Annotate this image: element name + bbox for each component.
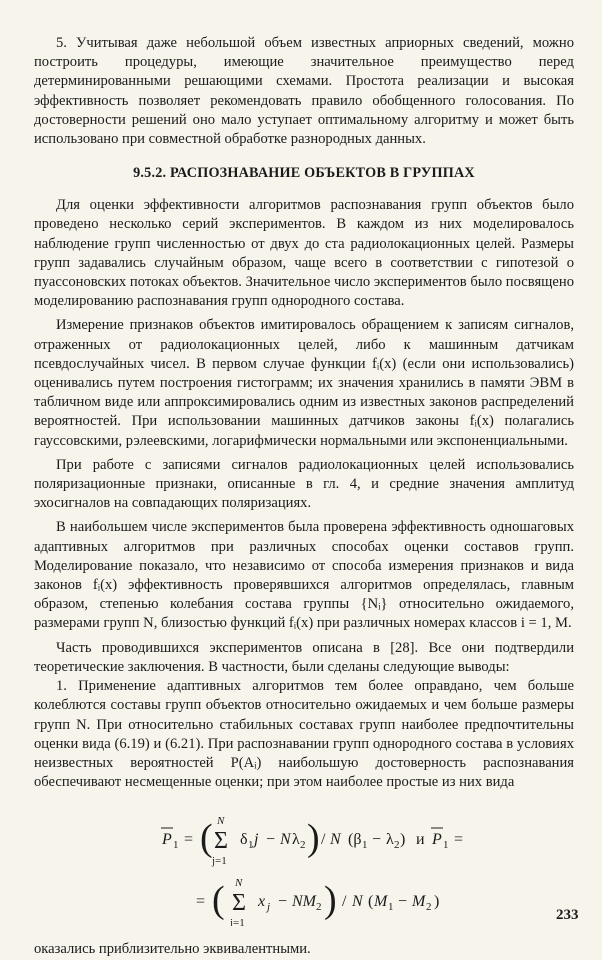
svg-text:j=1: j=1 — [230, 917, 245, 927]
svg-text:λ: λ — [292, 831, 300, 849]
svg-text:и: и — [416, 831, 425, 849]
svg-text:j=1: j=1 — [212, 855, 227, 868]
svg-text:λ: λ — [386, 831, 394, 849]
svg-text:M: M — [412, 893, 426, 911]
svg-text:j: j — [254, 831, 259, 849]
paragraph-6: 1. Применение адаптивных алгоритмов тем более оправдано, чем больше колеблются составы групп объектов относительно ожидаемых и чем больше размеры групп N. При относительно стабильных составах групп наиболее предпочтительны оценки вида (6.19) и (6.21). При распознавании групп однородного состава в условиях неизвестных вероятностей P(Aᵢ) наибольшую достоверность распознавания обеспечивают несмещенные оценки; при этом наиболее простые из них вида — [34, 678, 574, 791]
svg-text:): ) — [307, 817, 320, 860]
section-heading: 9.5.2. РАСПОЗНАВАНИЕ ОБЪЕКТОВ В ГРУППАХ — [133, 165, 475, 182]
svg-text:(: ( — [212, 879, 225, 922]
svg-text:1: 1 — [362, 839, 368, 852]
svg-text:N: N — [330, 831, 341, 849]
paragraph-5: Часть проводившихся экспериментов описана в [28]. Все они подтвердили теоретические заключения. В частности, были сделаны следующие выводы: — [34, 639, 574, 675]
svg-text:Σ: Σ — [214, 828, 228, 855]
svg-text:M: M — [374, 893, 388, 911]
page-content — [34, 34, 574, 960]
paragraph-4: В наибольшем числе экспериментов была проверена эффективность одношаговых адаптивных алгоритмов при различных способах оценки составов групп. Моделирование показало, что независимо от способа измерения признаков и вида законов fᵢ(x) эффективность проверявшихся алгоритмов определялась, главным образом, степенью колебания состава группы {Nᵢ} относительно ожидаемого, размерами групп N, близостью функций fᵢ(x) при различных номерах классов i = 1, M. — [34, 519, 574, 632]
formula-block — [34, 806, 574, 926]
svg-text:): ) — [324, 879, 337, 922]
svg-text:NM: NM — [292, 893, 316, 911]
svg-text:(: ( — [200, 817, 213, 860]
svg-text:=: = — [454, 831, 464, 849]
svg-text:): ) — [434, 893, 440, 911]
svg-text:x: x — [258, 893, 266, 911]
svg-text:1: 1 — [443, 839, 449, 852]
svg-text:N: N — [217, 815, 225, 828]
svg-text:Σ: Σ — [232, 890, 246, 917]
svg-text:1: 1 — [248, 839, 254, 852]
svg-text:): ) — [400, 831, 406, 849]
svg-text:2: 2 — [394, 839, 400, 852]
page-number: 233 — [556, 907, 579, 923]
paragraph-3: При работе с записями сигналов радиолокационных целей использовались поляризационные признаки, описанные в гл. 4, и средние значения амплитуд эхосигналов на совпадающих поляризациях. — [34, 456, 574, 512]
svg-text:−: − — [266, 831, 276, 849]
svg-text:=: = — [184, 831, 194, 849]
svg-text:(β: (β — [348, 831, 362, 849]
svg-text:−: − — [278, 893, 288, 911]
svg-text:1: 1 — [173, 839, 179, 852]
svg-text:=: = — [196, 893, 206, 911]
paragraph-1: Для оценки эффективности алгоритмов распознавания групп объектов было проведено несколько серий экспериментов. В каждом из них моделировалось наблюдение групп численностью от двух до ста радиолокационных целей. Размеры групп задавались случайным образом, чаще всего в соответствии с гипотезой о пуассоновских потоках объектов. Значительное число экспериментов было посвящено моделированию распознавания групп однородного состава. — [34, 197, 574, 310]
svg-text:δ: δ — [240, 831, 248, 849]
svg-text:N: N — [280, 831, 291, 849]
paragraph-item-5: 5. Учитывая даже небольшой объем известных априорных сведений, можно построить процедуры, имеющие значительное преимущество перед детерминированными решающими схемами. Простота реализации и высокая эффективность позволяет рекомендовать правило обобщенного голосования. По достоверности решений оно мало уступает оптимальному алгоритму и может быть использовано при совместной обработке разнородных данных. — [34, 35, 574, 148]
svg-text:−: − — [398, 893, 408, 911]
svg-text:1: 1 — [388, 901, 394, 914]
svg-text:N: N — [352, 893, 363, 911]
svg-text:2: 2 — [316, 901, 322, 914]
svg-text:2: 2 — [426, 901, 432, 914]
svg-text:P: P — [162, 831, 172, 849]
svg-text:2: 2 — [300, 839, 306, 852]
svg-text:N: N — [235, 877, 243, 890]
svg-text:P: P — [432, 831, 442, 849]
svg-text:j: j — [267, 901, 271, 914]
svg-text:−: − — [372, 831, 382, 849]
svg-text:/: / — [321, 831, 326, 849]
formula-render — [34, 806, 574, 926]
paragraph-2: Измерение признаков объектов имитировалось обращением к записям сигналов, отраженных от радиолокационных целей, либо к машинным датчикам псевдослучайных чисел. В первом случае функции fᵢ(x) (если они использовались) оценивались путем построения гистограмм; их значения хранились в памяти ЭВМ в табличном виде или аппроксимировались одним из известных законов распределений вероятностей. При использовании машинных датчиков законы fᵢ(x) полагались гауссовскими, рэлеевскими, логарифмически нормальными или экспоненциальными. — [34, 317, 574, 449]
svg-text:/: / — [342, 893, 347, 911]
svg-text:(: ( — [368, 893, 374, 911]
closing-line: оказались приблизительно эквивалентными. — [34, 941, 311, 958]
